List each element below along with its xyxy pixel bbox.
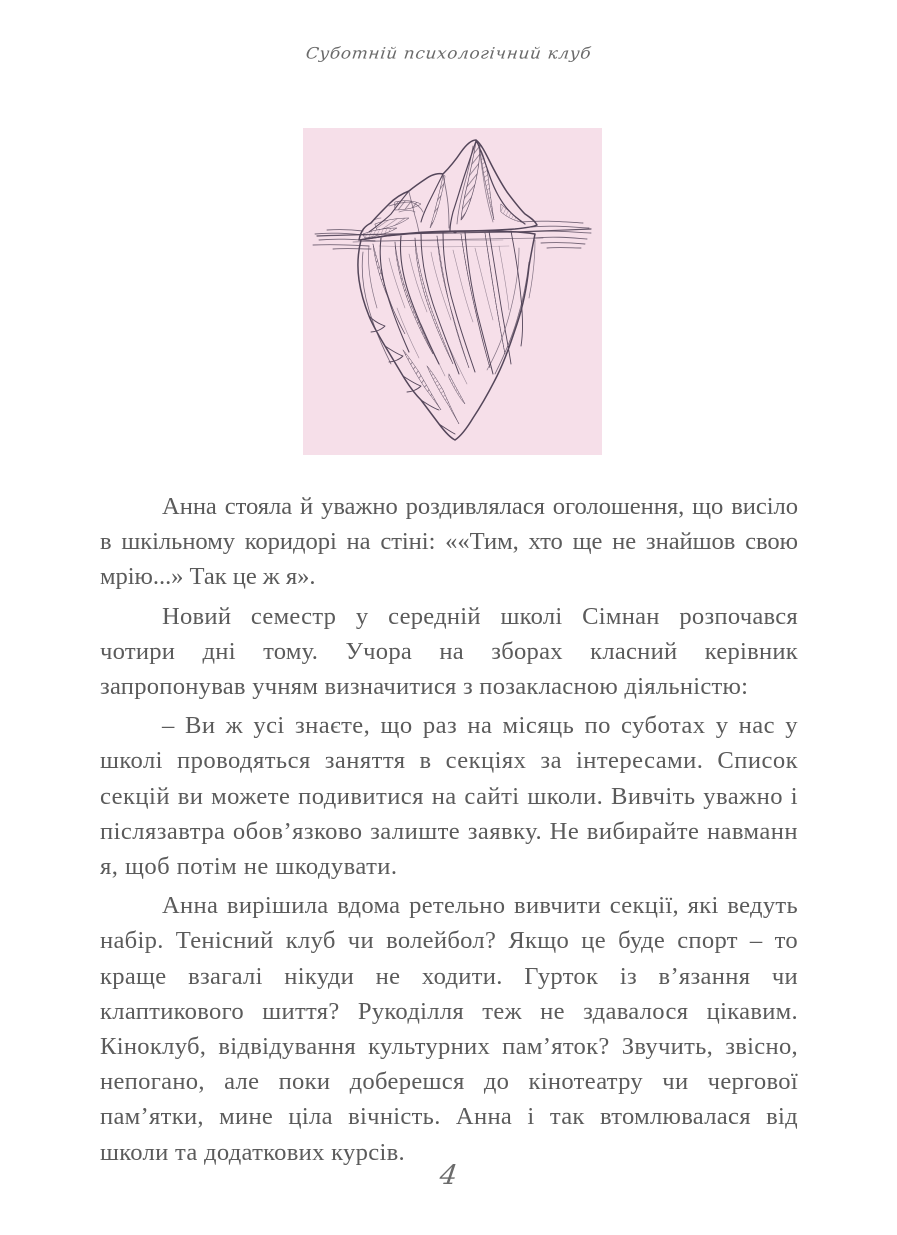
- iceberg-sketch-svg: [303, 128, 602, 455]
- paragraph: Анна вирішила вдома ретельно вивчити секції, які ведуть набір. Тенісний клуб чи волейбол? Якщо це буде спорт – то краще взагалі нікуди не ходити. Гурток із в’язання чи клаптикового шиття? Рукоділля теж не здавалося цікавим. Кіноклуб, відвідування культурних пам’яток? Звучить, звісно, непогано, але поки доберешся до кінотеатру чи чергової пам’ятки, мине ціла вічність. Анна і так втомлювалася від школи та додаткових курсів.: [100, 892, 798, 1166]
- running-head: Суботній психологічний клуб: [304, 44, 593, 64]
- iceberg-illustration: [303, 128, 602, 455]
- paragraph: – Ви ж усі знаєте, що раз на місяць по суботах у нас у школі проводяться заняття в секціях за інтересами. Список секцій ви можете подивитися на сайті школи. Вивчіть уважно і післязавтра обов’язково залиште заявку. Не вибирайте навманн я, щоб потім не шкодувати.: [100, 712, 798, 881]
- body-text: [100, 489, 798, 1172]
- paragraph: Новий семестр у середній школі Сімнан розпочався чотири дні тому. Учора на зборах класний керівник запропонував учням визначитися з позакласною діяльністю:: [100, 602, 798, 701]
- paragraph: Анна стояла й уважно роздивлялася оголошення, що висіло в шкільному коридорі на стіні: ««Тим, хто ще не знайшов свою мрію...» Так це ж я».: [100, 493, 798, 591]
- page-number: 4: [437, 1160, 460, 1191]
